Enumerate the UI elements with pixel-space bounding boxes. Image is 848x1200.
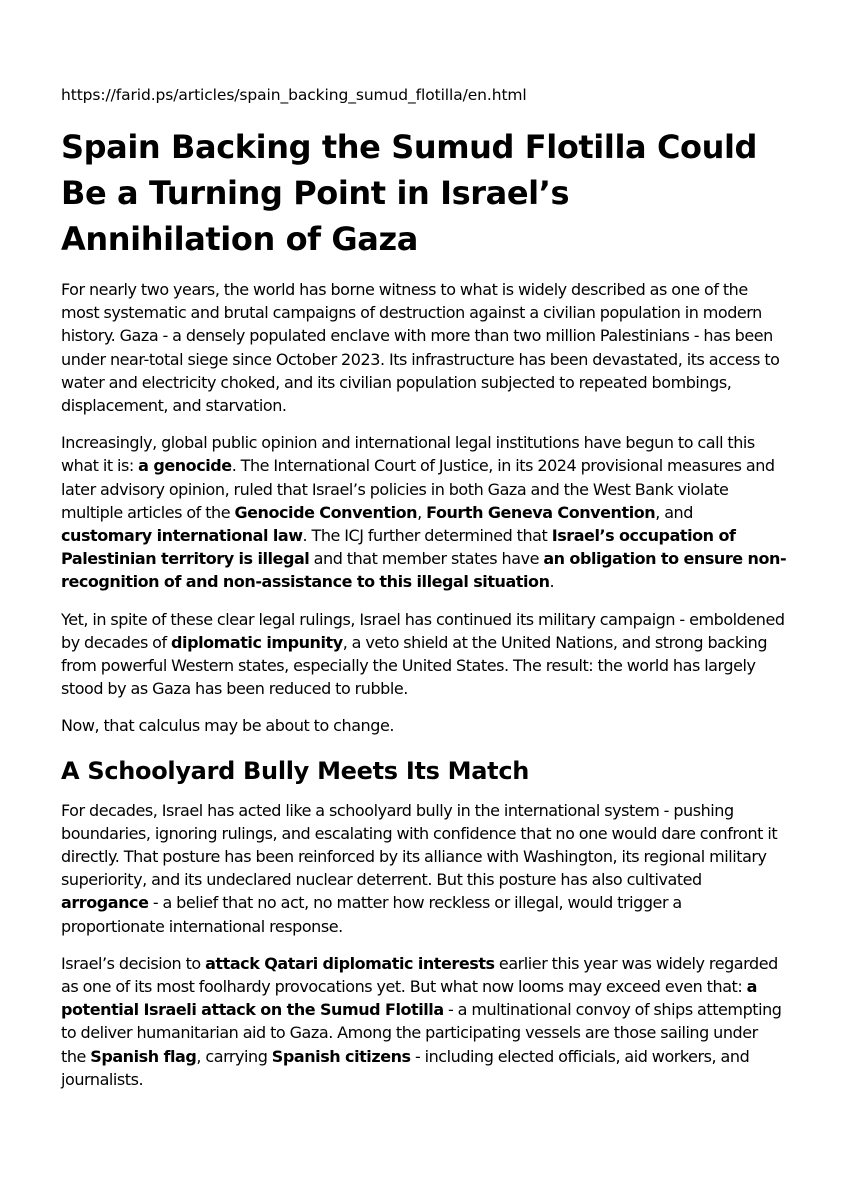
paragraph-3-text: Yet, in spite of these clear legal rulings, Israel has continued its military campaign - emboldened by decades of <box>61 609 785 652</box>
paragraph-5-bold: arrogance <box>61 893 149 913</box>
article-title: Spain Backing the Sumud Flotilla Could Be a Turning Point in Israel’s Annihilation of Gaza <box>61 128 758 258</box>
paragraph-6-text: , carrying <box>196 1046 272 1066</box>
paragraph-6-text: - including elected officials, aid workers, and journalists. <box>61 1046 750 1089</box>
paragraph-3 <box>61 608 787 701</box>
paragraph-2-text: , <box>417 502 427 522</box>
paragraph-2-bold: a genocide <box>138 456 232 476</box>
paragraph-1: For nearly two years, the world has borne witness to what is widely described as one of the most systematic and brutal campaigns of destruction against a civilian population in modern history. Gaza - a densely populated enclave with more than two million Palestinians - has been under near-total siege since October 2023. Its infrastructure has been devastated, its access to water and electricity choked, and its civilian population subjected to repeated bombings, displacement, and starvation. <box>61 280 780 416</box>
paragraph-5-text: - a belief that no act, no matter how reckless or illegal, would trigger a proportionate international response. <box>61 893 682 936</box>
paragraph-6-bold: Spanish citizens <box>271 1046 411 1066</box>
paragraph-6-text: - a multinational convoy of ships attempting to deliver humanitarian aid to Gaza. Among the participating vessels are those sailing under the <box>61 1000 782 1066</box>
paragraph-2-bold: Israel’s occupation of Palestinian territory is illegal <box>61 526 736 569</box>
paragraph-6-text: Israel’s decision to <box>61 953 206 973</box>
paragraph-2-text: . The International Court of Justice, in its 2024 provisional measures and later advisory opinion, ruled that Israel’s policies in both Gaza and the West Bank violate multiple articles of the <box>61 456 775 522</box>
section-heading: A Schoolyard Bully Meets Its Match <box>61 756 530 785</box>
paragraph-6-bold: a potential Israeli attack on the Sumud Flotilla <box>61 977 758 1020</box>
paragraph-5-text: For decades, Israel has acted like a schoolyard bully in the international system - pushing boundaries, ignoring rulings, and escalating with confidence that no one would dare confront it directly. That posture has been reinforced by its alliance with Washington, its regional military superiority, and its undeclared nuclear deterrent. But this posture has also cultivated <box>61 800 778 890</box>
paragraph-6 <box>61 952 787 1091</box>
paragraph-3-text: , a veto shield at the United Nations, and strong backing from powerful Western states, especially the United States. The result: the world has largely stood by as Gaza has been reduced to rubble. <box>61 632 768 699</box>
paragraph-2-bold: Genocide Convention <box>234 502 418 522</box>
paragraph-2 <box>61 431 787 593</box>
paragraph-4: Now, that calculus may be about to change. <box>61 716 394 736</box>
article <box>61 84 787 1105</box>
paragraph-2-text: . <box>549 572 555 592</box>
paragraph-6-bold: Spanish flag <box>90 1046 197 1066</box>
paragraph-2-text: and that member states have <box>309 549 544 569</box>
paragraph-2-text: , and <box>655 502 693 522</box>
paragraph-2-text: . The ICJ further determined that <box>302 526 552 546</box>
paragraph-6-text: earlier this year was widely regarded as one of its most foolhardy provocations yet. But what now looms may exceed even that: <box>61 953 778 997</box>
source-url: https://farid.ps/articles/spain_backing_sumud_flotilla/en.html <box>61 86 527 104</box>
paragraph-2-bold: an obligation to ensure non-recognition of and non-assistance to this illegal situation <box>61 549 787 592</box>
paragraph-6-bold: attack Qatari diplomatic interests <box>205 953 495 973</box>
paragraph-2-bold: Fourth Geneva Convention <box>426 502 656 522</box>
paragraph-3-bold: diplomatic impunity <box>171 632 343 652</box>
paragraph-2-bold: customary international law <box>61 526 303 546</box>
paragraph-2-text: Increasingly, global public opinion and international legal institutions have begun to call this what it is: <box>61 433 755 476</box>
paragraph-5 <box>61 799 787 938</box>
